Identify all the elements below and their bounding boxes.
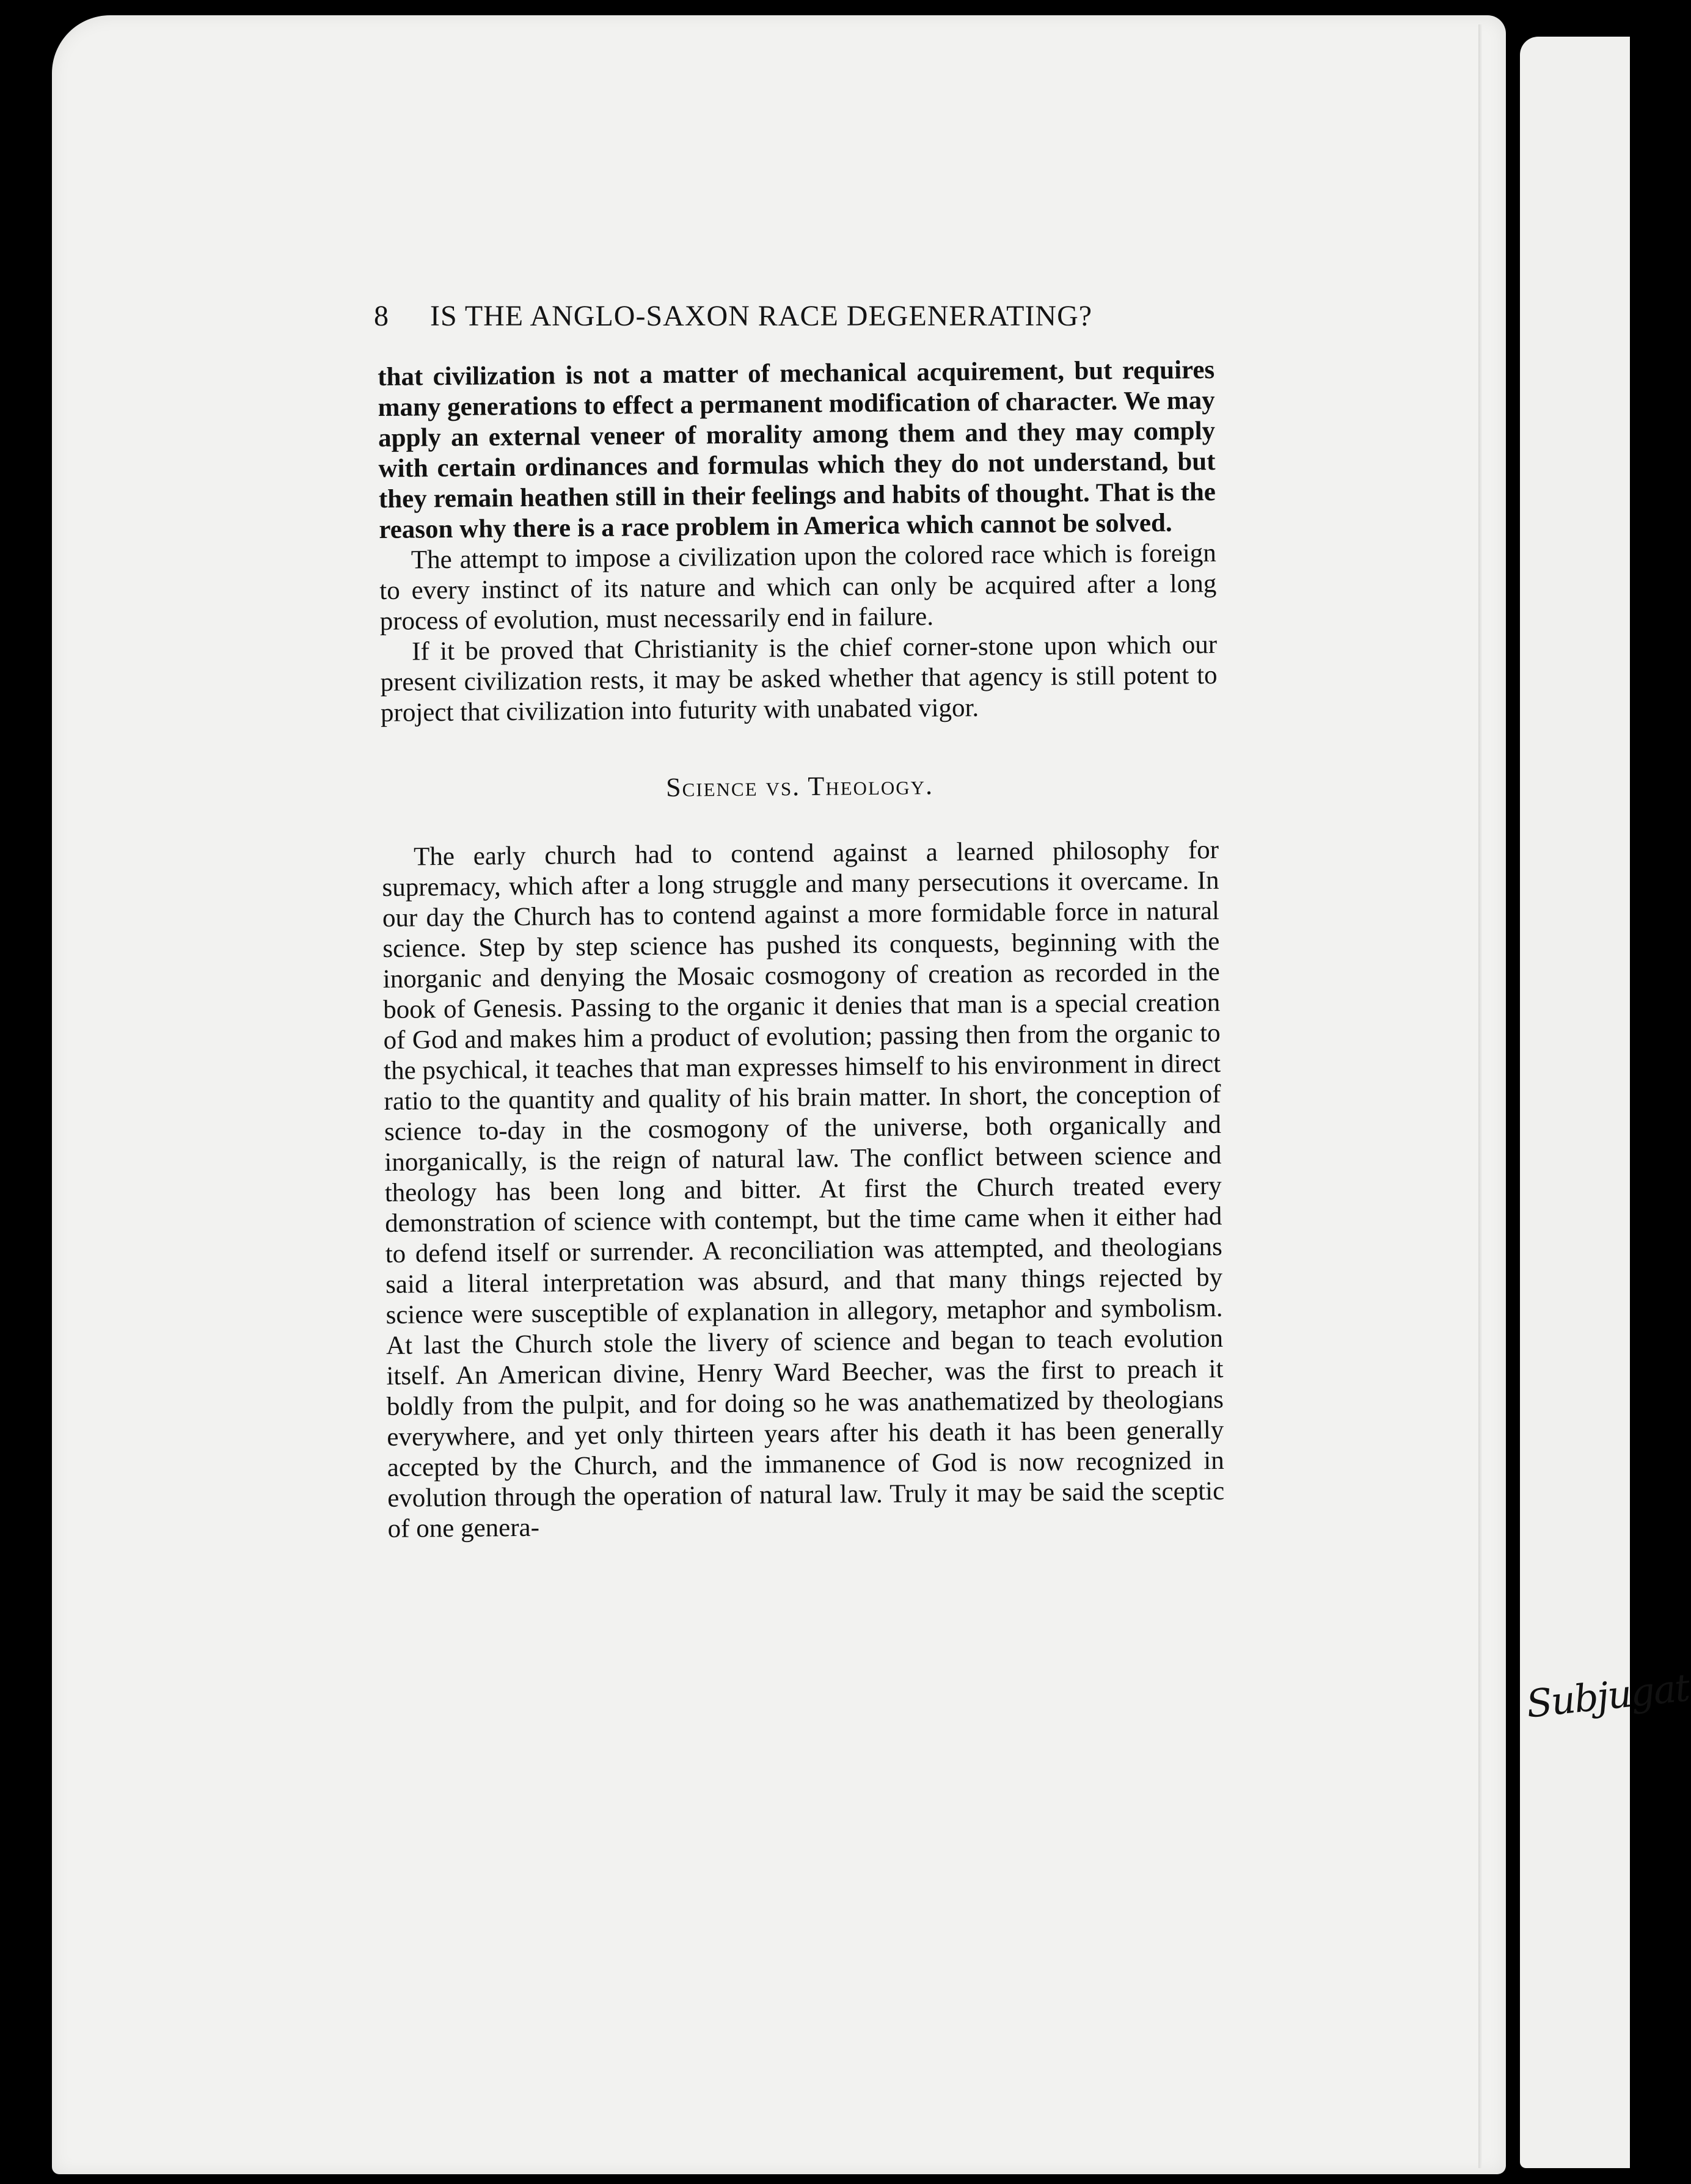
body-text <box>378 355 1225 1545</box>
running-title: IS THE ANGLO-SAXON RACE DEGENERATING? <box>430 300 1093 332</box>
section-heading: Science vs. Theology. <box>665 770 934 803</box>
paragraph: If it be proved that Christianity is the chief corner-stone upon which our present civilization rests, it may be asked whether that agency is still potent to project that civilization into futurity with unabated vigor. <box>380 630 1218 727</box>
page-fold <box>1478 24 1482 2168</box>
running-header <box>374 299 1223 333</box>
paragraph: The attempt to impose a civilization upon the colored race which is foreign to every instinct of its nature and which can only be acquired after a long process of evolution, must necessarily end in failure. <box>379 539 1217 636</box>
paragraph: The early church had to contend against a learned philosophy for supremacy, which after a long struggle and many persecutions it overcame. In our day the Church has to contend against a more formidable force in natural science. Step by step science has pushed its conquests, beginning with the inorganic and denying the Mosaic cosmogony of creation as recorded in the book of Genesis. Passing to the organic it denies that man is a special creation of God and makes him a product of evolution; passing then from the organic to the psychical, it teaches that man expresses himself to his environment in direct ratio to the quantity and quality of his brain matter. In short, the conception of science to-day in the cosmogony of the universe, both organically and inorganically, is the reign of natural law. The conflict between science and theology has been long and bitter. At first the Church treated every demonstration of science with contempt, but the time came when it either had to defend itself or surrender. A reconciliation was attempted, and theologians said a literal interpretation was absurd, and that many things rejected by science were susceptible of explanation in allegory, metaphor and symbolism. At last the Church stole the livery of science and began to teach evolution itself. An American divine, Henry Ward Beecher, was the first to preach it boldly from the pulpit, and for doing so he was anathematized by theologians everywhere, and yet only thirteen years after his death it has been generally accepted by the Church, and the immanence of God is now recognized in evolution through the operation of natural law. Truly it may be said the sceptic of one genera- <box>382 835 1225 1543</box>
page-number: 8 <box>374 300 389 332</box>
paragraph-continued: that civilization is not a matter of mechanical acquirement, but requires many generations to effect a permanent modification of character. We may apply an external veneer of morality among them and they may comply with certain ordinances and formulas which they do not understand, but they remain heathen still in their feelings and habits of thought. That is the reason why there is a race problem in America which cannot be solved. <box>378 355 1216 544</box>
adjacent-page <box>1520 37 1630 2168</box>
handwritten-margin-note: Subjugat <box>1524 1665 1691 1727</box>
